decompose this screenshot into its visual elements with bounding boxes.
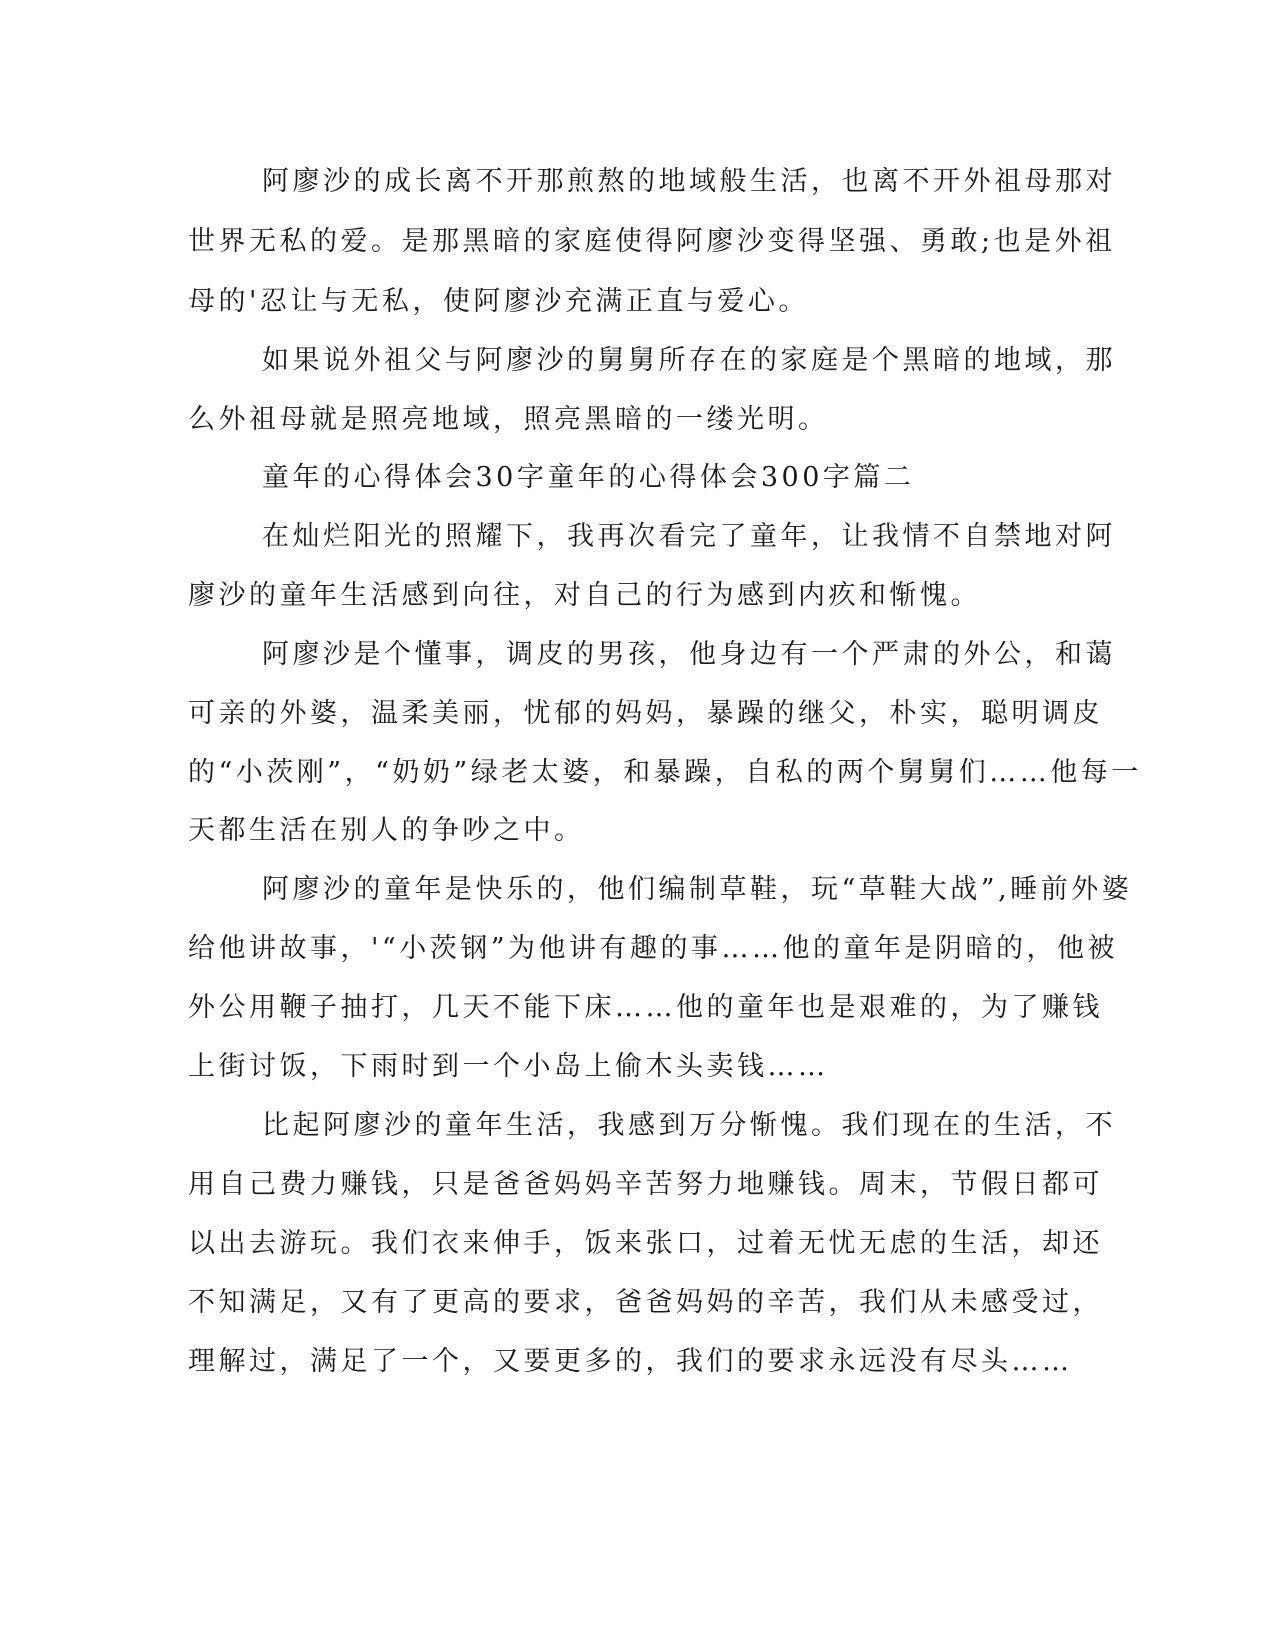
text-line: 在灿烂阳光的照耀下，我再次看完了童年，让我情不自禁地对阿: [262, 521, 1116, 552]
text-line: 廖沙的童年生活感到向往，对自己的行为感到内疚和惭愧。: [188, 580, 981, 611]
text-line: 如果说外祖父与阿廖沙的舅舅所存在的家庭是个黑暗的地域，那: [262, 345, 1116, 376]
text-line: 理解过，满足了一个，又要更多的，我们的要求永远没有尽头……: [188, 1346, 1073, 1377]
text-line: 用自己费力赚钱，只是爸爸妈妈辛苦努力地赚钱。周末，节假日都可: [188, 1169, 1103, 1200]
text-line: 世界无私的爱。是那黑暗的家庭使得阿廖沙变得坚强、勇敢;也是外祖: [188, 226, 1116, 257]
text-line: 外公用鞭子抽打，几天不能下床……他的童年也是艰难的，为了赚钱: [188, 992, 1103, 1023]
text-line: 天都生活在别人的争吵之中。: [188, 815, 585, 846]
text-line: 不知满足，又有了更高的要求，爸爸妈妈的辛苦，我们从未感受过，: [188, 1287, 1103, 1318]
text-line: 的“小茨刚”，“奶奶”绿老太婆，和暴躁，自私的两个舅舅们……他每一: [188, 757, 1142, 788]
text-line: 么外祖母就是照亮地域，照亮黑暗的一缕光明。: [188, 404, 829, 435]
text-line: 童年的心得体会30字童年的心得体会300字篇二: [262, 462, 915, 493]
text-line: 阿廖沙是个懂事，调皮的男孩，他身边有一个严肃的外公，和蔼: [262, 639, 1116, 670]
text-line: 母的'忍让与无私，使阿廖沙充满正直与爱心。: [188, 286, 809, 317]
text-line: 阿廖沙的童年是快乐的，他们编制草鞋，玩“草鞋大战”,睡前外婆: [262, 874, 1133, 905]
text-line: 比起阿廖沙的童年生活，我感到万分惭愧。我们现在的生活，不: [262, 1110, 1116, 1141]
text-line: 给他讲故事，'“小茨钢”为他讲有趣的事……他的童年是阴暗的，他被: [188, 933, 1119, 964]
text-line: 阿廖沙的成长离不开那煎熬的地域般生活，也离不开外祖母那对: [262, 166, 1116, 197]
text-line: 上街讨饭，下雨时到一个小岛上偷木头卖钱……: [188, 1051, 829, 1082]
text-line: 以出去游玩。我们衣来伸手，饭来张口，过着无忧无虑的生活，却还: [188, 1228, 1103, 1259]
text-line: 可亲的外婆，温柔美丽，忧郁的妈妈，暴躁的继父，朴实，聪明调皮: [188, 698, 1103, 729]
